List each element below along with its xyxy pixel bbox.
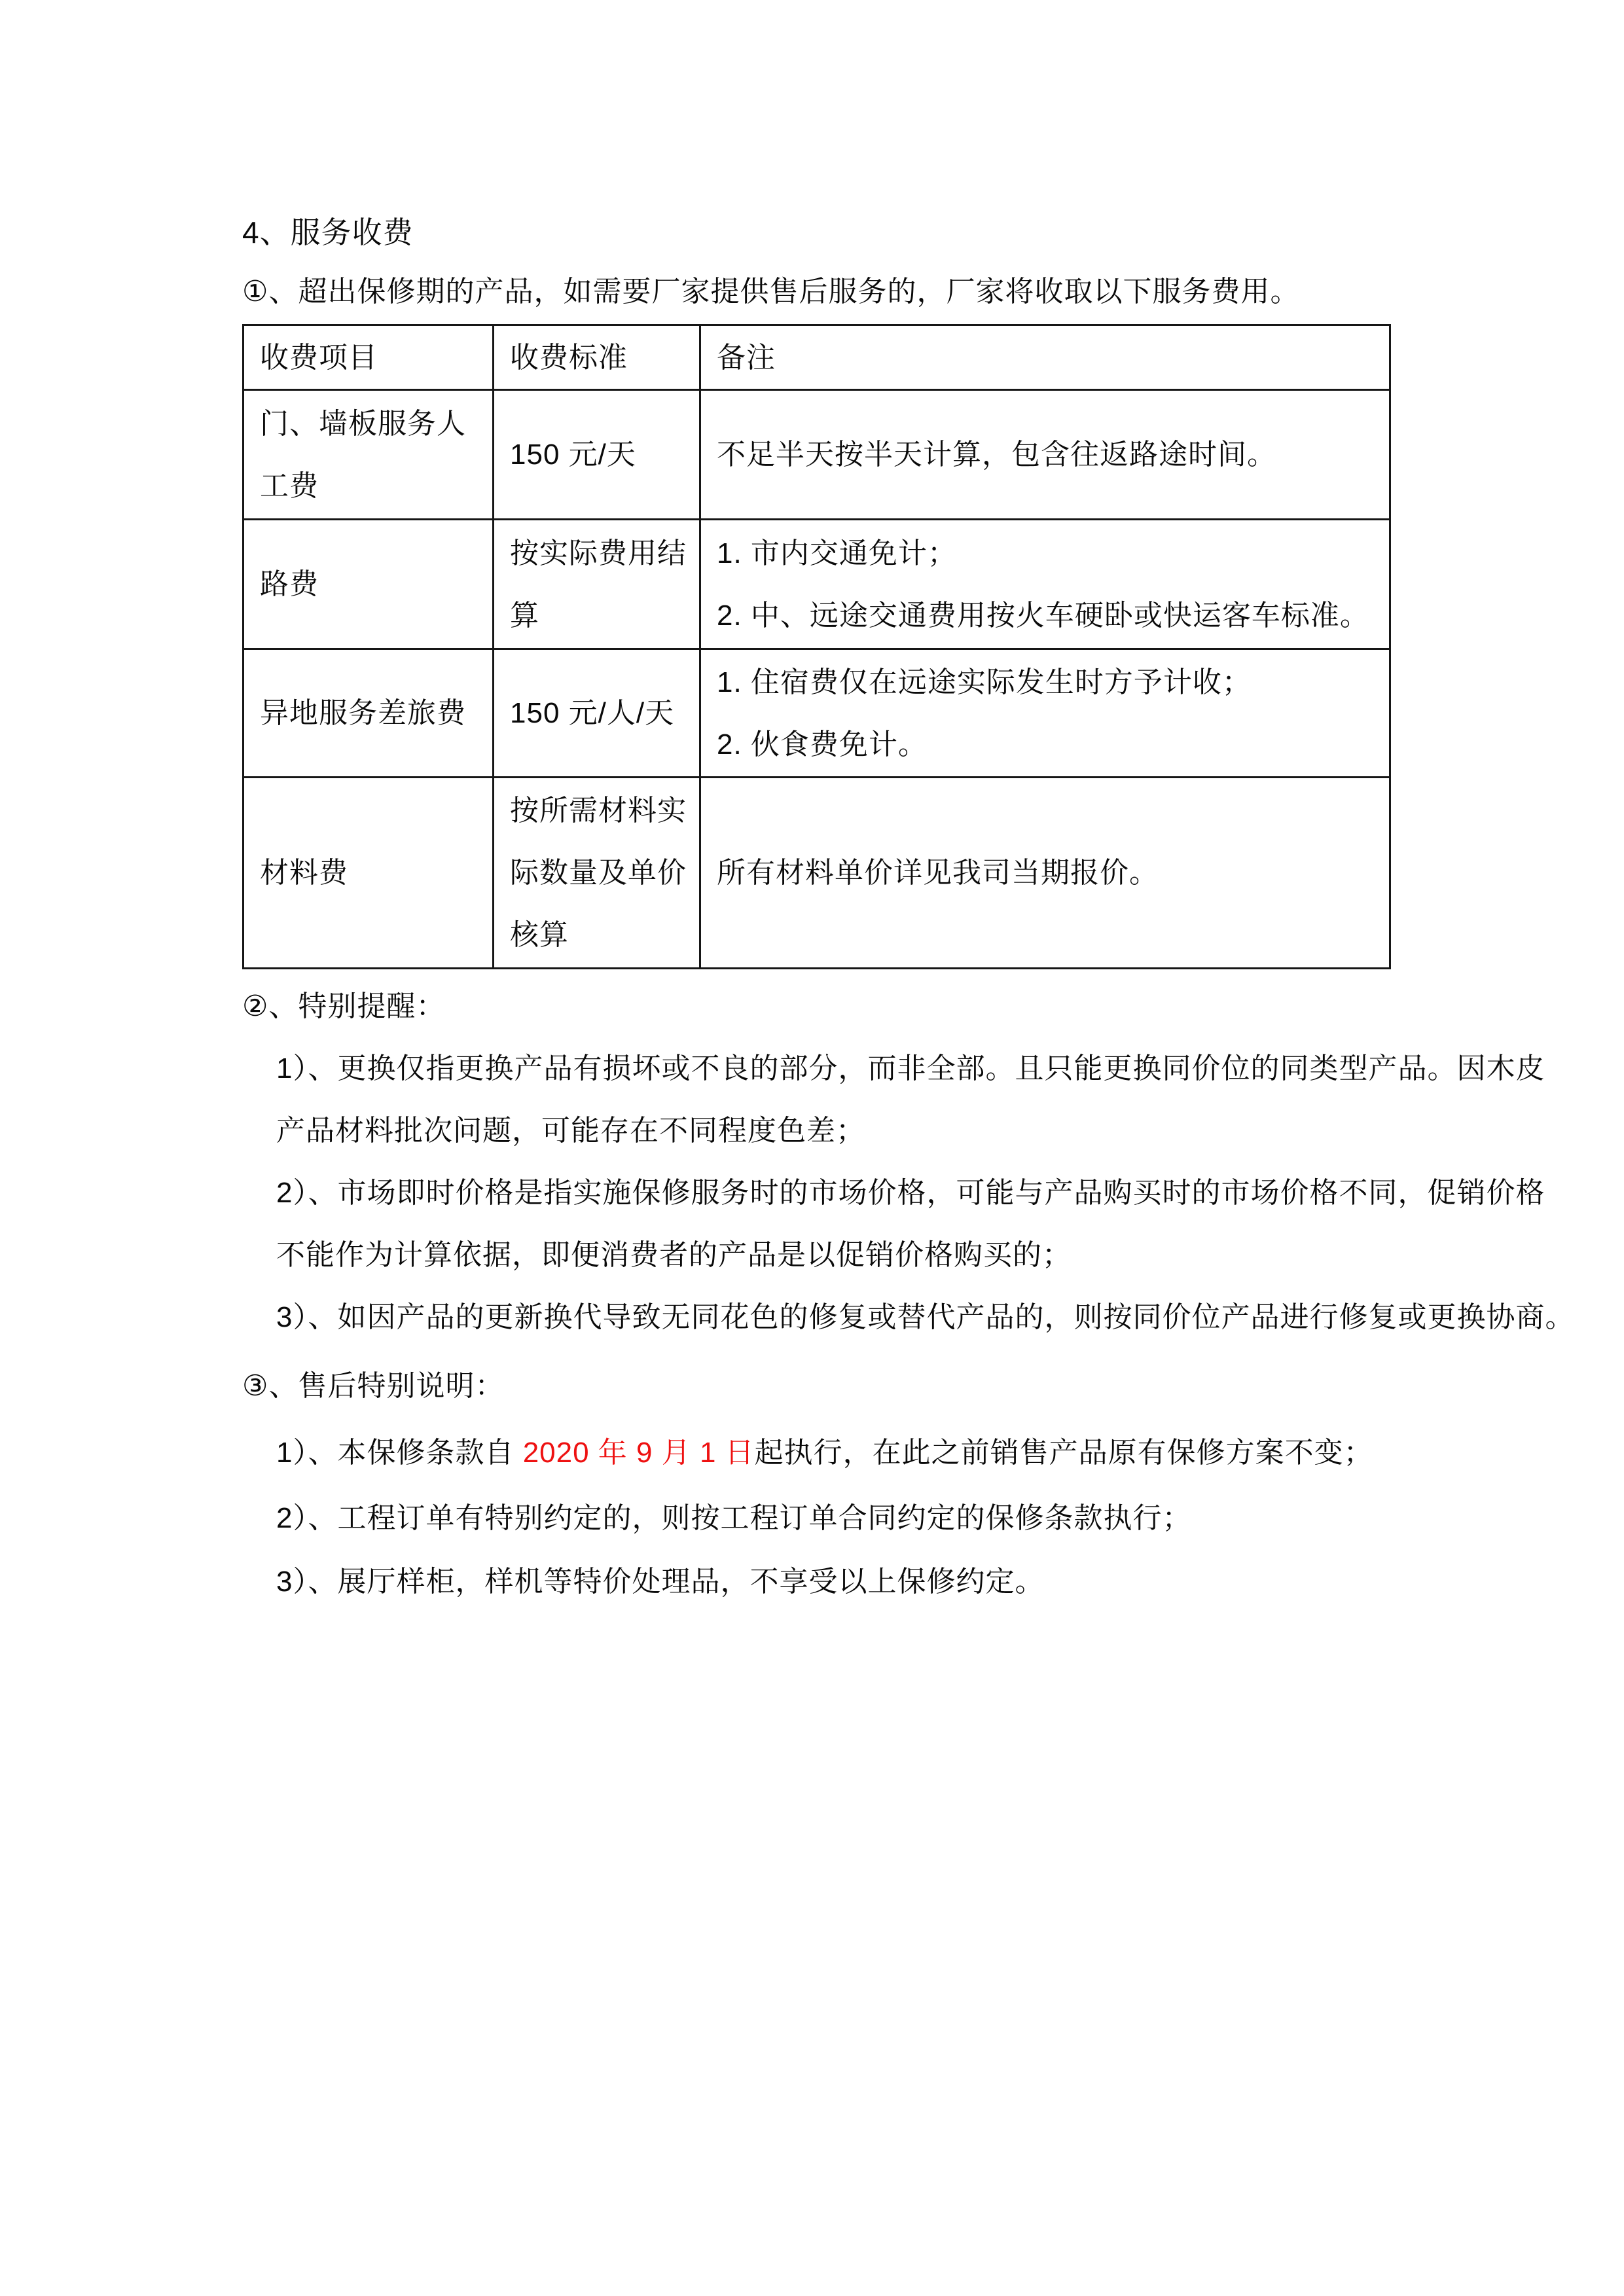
fee-item-cell: 路费 — [244, 520, 494, 649]
table-row — [244, 520, 1390, 649]
note-line: 2. 中、远途交通费用按火车硬卧或快运客车标准。 — [717, 599, 1369, 632]
reminder-item-2-line-2: 不能作为计算依据，即便消费者的产品是以促销价格购买的； — [276, 1239, 1072, 1271]
fee-table-header-row — [244, 325, 1390, 390]
fee-notes-cell — [700, 520, 1390, 649]
reminder-item-1-line-2: 产品材料批次问题，可能存在不同程度色差； — [276, 1115, 865, 1147]
note-line: 2. 伙食费免计。 — [717, 728, 928, 761]
fee-table — [242, 324, 1391, 969]
fee-notes-cell — [700, 390, 1390, 520]
reminder-item-2-line-1: 2）、市场即时价格是指实施保修服务时的市场价格，可能与产品购买时的市场价格不同，促销价格 — [276, 1177, 1545, 1209]
col-header-item: 收费项目 — [244, 325, 494, 390]
fee-notes-cell — [700, 649, 1390, 778]
note-line: 1. 市内交通免计； — [717, 537, 957, 569]
col-header-notes: 备注 — [700, 325, 1390, 390]
fee-notes-cell — [700, 778, 1390, 969]
after-sales-item-1 — [276, 1437, 1373, 1469]
intro-paragraph: ①、超出保修期的产品，如需要厂家提供售后服务的，厂家将收取以下服务费用。 — [242, 276, 1300, 308]
note-line: 1. 住宿费仅在远途实际发生时方予计收； — [717, 666, 1252, 698]
after-sales-item-1-suffix: 起执行，在此之前销售产品原有保修方案不变； — [754, 1437, 1373, 1469]
fee-standard-cell: 按实际费用结算 — [494, 520, 700, 649]
fee-standard-cell: 150 元/人/天 — [494, 649, 700, 778]
table-row — [244, 649, 1390, 778]
fee-standard-cell: 150 元/天 — [494, 390, 700, 520]
fee-item-cell: 异地服务差旅费 — [244, 649, 494, 778]
section-heading-reminders: ②、特别提醒： — [242, 990, 446, 1022]
after-sales-item-2: 2）、工程订单有特别约定的，则按工程订单合同约定的保修条款执行； — [276, 1502, 1192, 1534]
fee-standard-cell: 按所需材料实际数量及单价核算 — [494, 778, 700, 969]
after-sales-item-1-prefix: 1）、本保修条款自 — [276, 1437, 523, 1469]
reminder-item-1-line-1: 1）、更换仅指更换产品有损坏或不良的部分，而非全部。且只能更换同价位的同类型产品。因木皮 — [276, 1052, 1545, 1085]
col-header-standard: 收费标准 — [494, 325, 700, 390]
page-title: 4、服务收费 — [242, 215, 414, 249]
reminder-item-3: 3）、如因产品的更新换代导致无同花色的修复或替代产品的，则按同价位产品进行修复或更换协商。 — [276, 1301, 1575, 1333]
note-line: 所有材料单价详见我司当期报价。 — [717, 857, 1159, 889]
fee-item-cell: 门、墙板服务人工费 — [244, 390, 494, 520]
note-line: 不足半天按半天计算，包含往返路途时间。 — [717, 439, 1276, 471]
section-heading-after-sales: ③、售后特别说明： — [242, 1370, 505, 1402]
effective-date-highlight: 2020 年 9 月 1 日 — [522, 1437, 755, 1469]
fee-item-cell: 材料费 — [244, 778, 494, 969]
table-row — [244, 778, 1390, 969]
after-sales-item-3: 3）、展厅样柜，样机等特价处理品，不享受以上保修约定。 — [276, 1566, 1045, 1598]
table-row — [244, 390, 1390, 520]
